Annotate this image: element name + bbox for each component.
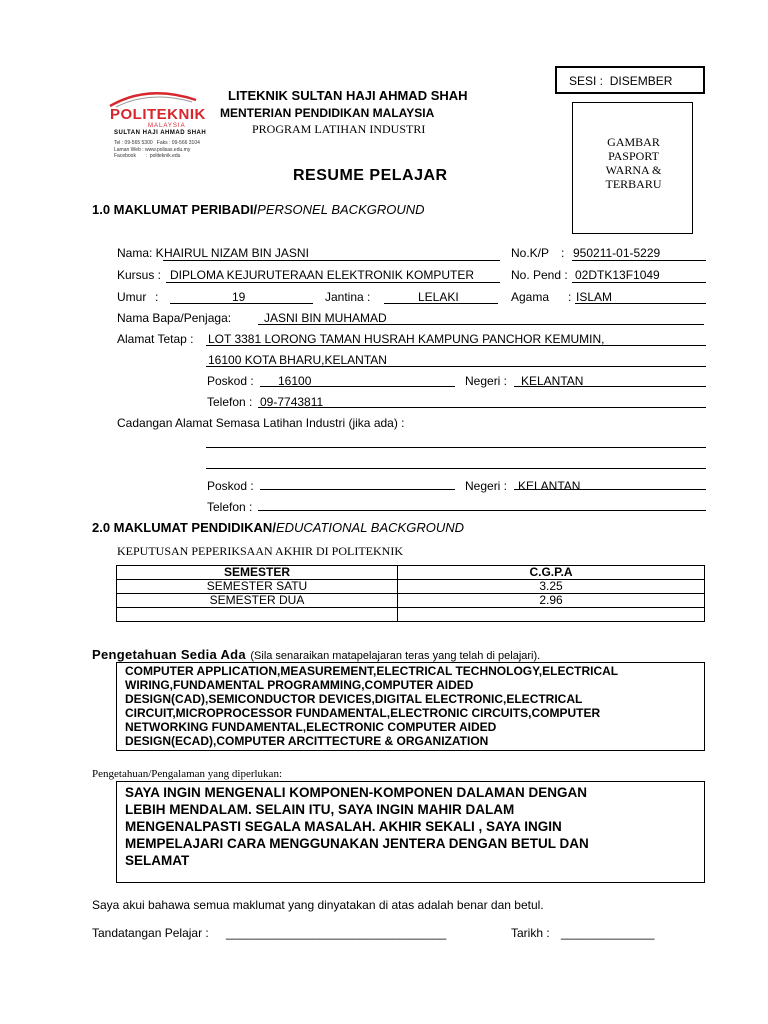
alamat-underline-2 xyxy=(206,366,706,367)
logo-swoosh-icon xyxy=(108,88,198,108)
agama-label: Agama xyxy=(511,290,550,304)
institution-name: LITEKNIK SULTAN HAJI AHMAD SHAH xyxy=(228,88,468,103)
agama-underline xyxy=(575,303,706,304)
poskod-value[interactable]: 16100 xyxy=(278,374,312,388)
table-row xyxy=(117,594,705,608)
umur-underline xyxy=(170,303,313,304)
section1-heading-italic: PERSONEL BACKGROUND xyxy=(257,202,425,217)
nama-underline xyxy=(163,260,500,261)
photo-line-3: WARNA & xyxy=(605,163,662,177)
section1-heading-bold: 1.0 MAKLUMAT PERIBADI/ xyxy=(92,202,258,217)
table-cell-cgpa: 3.25 xyxy=(398,580,705,594)
bapa-value[interactable]: JASNI BIN MUHAMAD xyxy=(264,311,387,325)
negeri-value[interactable]: KELANTAN xyxy=(521,374,584,388)
negeri2-value[interactable]: KELANTAN xyxy=(518,479,581,493)
nopend-underline xyxy=(572,282,706,283)
photo-line-4: TERBARU xyxy=(605,177,662,191)
alamat-underline-1 xyxy=(206,345,706,346)
telefon2-underline[interactable] xyxy=(258,510,706,511)
signature-line[interactable]: _________________________________ xyxy=(226,926,447,940)
knowledge-note: (Sila senaraikan matapelajaran teras yang telah di pelajari). xyxy=(250,650,541,662)
poskod-underline xyxy=(260,386,455,387)
politeknik-logo xyxy=(104,86,229,166)
section2-heading xyxy=(92,520,464,535)
nopend-label: No. Pend : xyxy=(511,268,568,282)
knowledge-heading: Pengetahuan Sedia Ada xyxy=(92,647,246,662)
jantina-underline xyxy=(384,303,498,304)
sesi-box xyxy=(555,66,705,94)
date-line[interactable]: ______________ xyxy=(561,926,655,940)
jantina-label: Jantina : xyxy=(325,290,371,304)
table-header-semester: SEMESTER xyxy=(117,566,398,580)
section2-heading-italic: EDUCATIONAL BACKGROUND xyxy=(275,520,464,535)
alamat-line2[interactable]: 16100 KOTA BHARU,KELANTAN xyxy=(208,353,387,367)
sesi-value: DISEMBER xyxy=(609,74,673,88)
section2-heading-bold: 2.0 MAKLUMAT PENDIDIKAN/ xyxy=(92,520,276,535)
logo-word: POLITEKNIK xyxy=(110,106,206,123)
sesi-label: SESI : xyxy=(569,74,604,88)
umur-colon: : xyxy=(155,290,159,304)
table-cell-semester: SEMESTER SATU xyxy=(117,580,398,594)
alamat-line1[interactable]: LOT 3381 LORONG TAMAN HUSRAH KAMPUNG PANCHOR KEMUMIN, xyxy=(208,332,605,346)
telefon-underline xyxy=(258,407,706,408)
table-cell-cgpa: 2.96 xyxy=(398,594,705,608)
program-name: PROGRAM LATIHAN INDUSTRI xyxy=(252,122,426,136)
table-row xyxy=(117,580,705,594)
passport-photo-box xyxy=(572,102,693,234)
logo-contact: Tel : 09-565 5300 Faks : 09-566 3104 Laman Web : www.polisas.edu.my Facebook : politeknik.edu xyxy=(114,140,200,159)
negeri-label: Negeri : xyxy=(465,374,508,388)
poskod2-label: Poskod : xyxy=(207,479,254,493)
kursus-label: Kursus : xyxy=(117,268,162,282)
photo-line-2: PASPORT xyxy=(608,149,659,163)
jantina-value[interactable]: LELAKI xyxy=(418,290,459,304)
ministry-name: MENTERIAN PENDIDIKAN MALAYSIA xyxy=(220,106,435,120)
nokp-underline xyxy=(572,260,706,261)
telefon-label: Telefon : xyxy=(207,395,253,409)
cadangan-line-2[interactable] xyxy=(206,468,706,469)
sesi-text xyxy=(569,74,672,88)
experience-label: Pengetahuan/Pengalaman yang diperlukan: xyxy=(92,768,282,780)
negeri-underline xyxy=(514,386,706,387)
nopend-value[interactable]: 02DTK13F1049 xyxy=(575,268,660,282)
table-cell-semester xyxy=(117,608,398,622)
kursus-underline xyxy=(166,282,500,283)
nama-value[interactable]: HAIRUL NIZAM BIN JASNI xyxy=(164,246,309,260)
agama-value[interactable]: ISLAM xyxy=(576,290,613,304)
telefon-value[interactable]: 09-7743811 xyxy=(260,395,324,409)
experience-box[interactable] xyxy=(116,781,705,883)
cadangan-line-1[interactable] xyxy=(206,447,706,448)
experience-text: SAYA INGIN MENGENALI KOMPONEN-KOMPONEN DALAMAN DENGAN LEBIH MENDALAM. SELAIN ITU, SAYA INGIN MAHIR DALAM MENGENALPASTI SEGALA MASALAH. AKHIR SEKALI , SAYA INGIN MEMPELAJARI CARA MENGGUNAKAN JENTERA DENGAN BETUL DAN SELAMAT xyxy=(125,785,589,868)
table-cell-semester: SEMESTER DUA xyxy=(117,594,398,608)
section2-subheading: KEPUTUSAN PEPERIKSAAN AKHIR DI POLITEKNIK xyxy=(117,544,404,558)
umur-value[interactable]: 19 xyxy=(232,290,246,304)
umur-label: Umur xyxy=(117,290,147,304)
agama-colon: : xyxy=(568,290,572,304)
declaration-text: Saya akui bahawa semua maklumat yang dinyatakan di atas adalah benar dan betul. xyxy=(92,898,544,912)
signature-label: Tandatangan Pelajar : xyxy=(92,926,209,940)
poskod-label: Poskod : xyxy=(207,374,254,388)
bapa-label: Nama Bapa/Penjaga: xyxy=(117,311,232,325)
nokp-label: No.K/P xyxy=(511,246,550,260)
table-header-cgpa: C.G.P.A xyxy=(398,566,705,580)
logo-campus: SULTAN HAJI AHMAD SHAH xyxy=(114,130,207,136)
logo-malaysia: MALAYSIA xyxy=(148,123,186,129)
negeri2-label: Negeri : xyxy=(465,479,508,493)
telefon2-label: Telefon : xyxy=(207,500,253,514)
nama-label: Nama: K xyxy=(117,246,164,260)
results-table xyxy=(116,565,705,622)
poskod2-underline[interactable] xyxy=(260,489,455,490)
date-label: Tarikh : xyxy=(511,926,550,940)
alamat-label: Alamat Tetap : xyxy=(117,332,194,346)
knowledge-box[interactable] xyxy=(116,662,705,751)
negeri2-underline xyxy=(514,489,706,490)
page-title: RESUME PELAJAR xyxy=(293,167,448,184)
table-row xyxy=(117,608,705,622)
cadangan-label: Cadangan Alamat Semasa Latihan Industri (jika ada) : xyxy=(117,416,405,430)
table-header-row xyxy=(117,566,705,580)
bapa-underline xyxy=(258,324,704,325)
photo-line-1: GAMBAR xyxy=(607,135,660,149)
table-cell-cgpa xyxy=(398,608,705,622)
knowledge-text: COMPUTER APPLICATION,MEASUREMENT,ELECTRICAL TECHNOLOGY,ELECTRICAL WIRING,FUNDAMENTAL PROGRAMMING,COMPUTER AIDED DESIGN(CAD),SEMICONDUCTOR DEVICES,DIGITAL ELECTRONIC,ELECTRICAL CIRCUIT,MICROPROCESSOR FUNDAMENTAL,ELECTRONIC CIRCUITS,COMPUTER NETWORKING FUNDAMENTAL,ELECTRONIC COMPUTER AIDED DESIGN(ECAD),COMPUTER ARCITTECTURE & ORGANIZATION xyxy=(125,664,619,748)
section1-heading xyxy=(92,202,425,217)
nokp-value[interactable]: 950211-01-5229 xyxy=(573,246,661,260)
nokp-colon: : xyxy=(561,246,565,260)
kursus-value[interactable]: DIPLOMA KEJURUTERAAN ELEKTRONIK KOMPUTER xyxy=(170,268,475,282)
